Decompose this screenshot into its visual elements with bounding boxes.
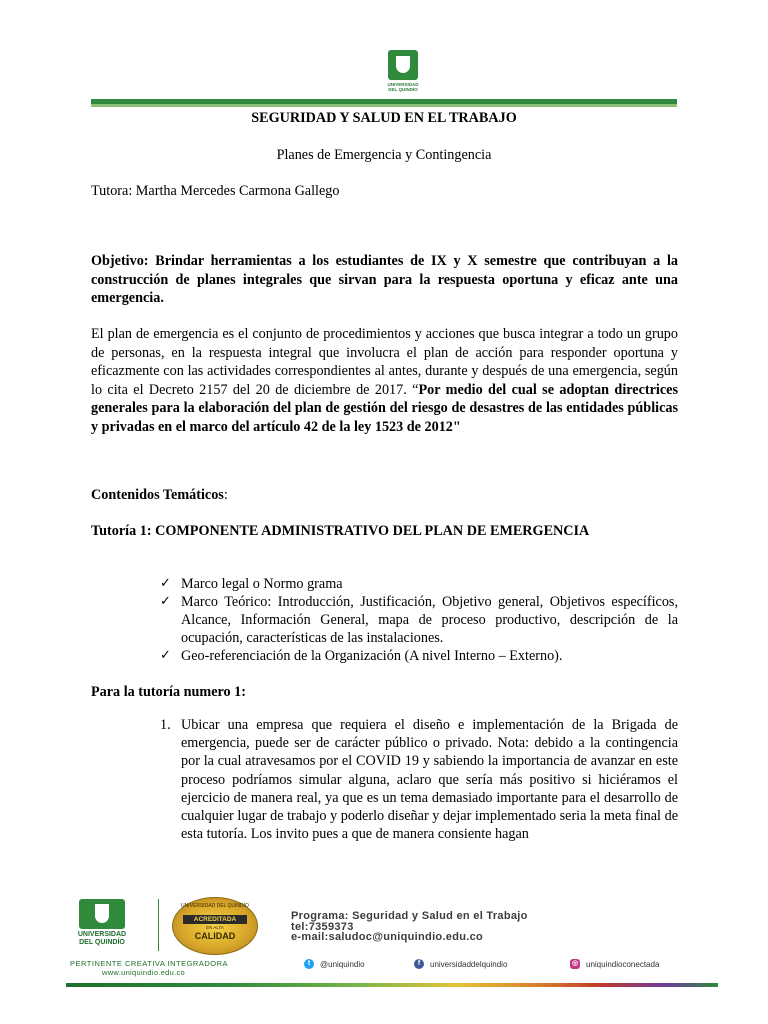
list-item [160,716,678,843]
program-name: Programa: Seguridad y Salud en el Trabajo [291,910,528,922]
program-email: e-mail:saludoc@uniquindio.edu.co [291,931,484,943]
university-logo-mark-icon [388,50,418,80]
page-footer [66,893,718,988]
tutoria-numero-heading: Para la tutoría numero 1: [91,684,246,700]
checkmark-icon: ✓ [160,576,171,591]
footer-color-stripe [66,983,718,987]
university-motto: PERTINENTE CREATIVA INTEGRADORA [70,959,229,968]
social-facebook[interactable]: f universidaddelquindio [414,959,507,969]
list-item: ✓ Marco Teórico: Introducción, Justificación, Objetivo general, Objetivos específicos, Alcance, Información General, mapa de proceso productivo, descripción de la ocupación, características de las instalaciones. [160,594,678,646]
numbered-list [160,716,678,843]
document-title: SEGURIDAD Y SALUD EN EL TRABAJO [251,110,517,126]
document-subtitle: Planes de Emergencia y Contingencia [276,147,492,163]
list-item-text: Ubicar una empresa que requiera el diseño e implementación de la Brigada de emergencia, puede ser de carácter público o privado. Nota: debido a la contingencia por la cual atravesamos por el COVID 19 y sabiendo la importancia de avanzar en este proceso podríamos simular alguna, aclaro que sería más positivo si hiciéramos el ejercicio de manera real, ya que es un tema demasiado importante para el desarrollo de cualquier lugar de trabajo y poderlo diseñar y dejar implementado seria la meta final de esta tutoría. Los invito pues a que de manera consiente hagan [181,717,678,843]
facebook-icon: f [414,959,424,969]
accreditation-seal: UNIVERSIDAD DEL QUINDÍO ACREDITADA EN ALTA CALIDAD [172,897,258,955]
instagram-icon: ◎ [571,960,579,967]
header-bar [91,99,677,107]
checkmark-icon: ✓ [160,648,171,663]
list-number: 1. [160,717,171,733]
topics-checklist [160,575,678,665]
footer-logo-mark-icon [79,899,125,929]
twitter-icon: t [304,959,314,969]
objective-paragraph: Objetivo: Brindar herramientas a los estudiantes de IX y X semestre que contribuyan a la construcción de planes integrales que sirvan para la respuesta oportuna y eficaz ante una emergencia. [91,253,678,307]
program-phone: tel:7359373 [291,920,354,933]
social-twitter[interactable]: t @uniquindio [304,959,365,969]
tutor-line: Tutora: Martha Mercedes Carmona Gallego [91,183,340,199]
plan-paragraph: El plan de emergencia es el conjunto de procedimientos y acciones que busca integrar a todo un grupo de personas, en la respuesta integral que involucra el plan de acción para responder oportuna y eficazmente con las actividades correspondientes al antes, durante y después de una emergencia, según lo cita el Decreto 2157 del 20 de diciembre de 2017. “Por medio del cual se adoptan directrices generales para la elaboración del plan de gestión del riesgo de desastres de las entidades públicas y privadas en el marco del artículo 42 de la ley 1523 de 2012" [91,326,678,435]
contents-heading: Contenidos Temáticos: [91,487,228,503]
list-item: ✓ Geo-referenciación de la Organización (A nivel Interno – Externo). [160,648,563,664]
list-item: ✓ Marco legal o Normo grama [160,576,343,592]
tutoria-heading: Tutoría 1: COMPONENTE ADMINISTRATIVO DEL PLAN DE EMERGENCIA [91,523,590,539]
footer-university-logo: UNIVERSIDAD DEL QUINDÍO [70,899,134,953]
university-logo [378,50,428,96]
checkmark-icon: ✓ [160,594,171,609]
footer-divider [158,899,159,951]
social-instagram[interactable]: ◎ uniquindioconectada [571,959,660,969]
university-logo-text: UNIVERSIDAD DEL QUINDÍO [387,82,419,92]
university-website[interactable]: www.uniquindio.edu.co [102,968,186,977]
program-contact-info [291,911,528,943]
